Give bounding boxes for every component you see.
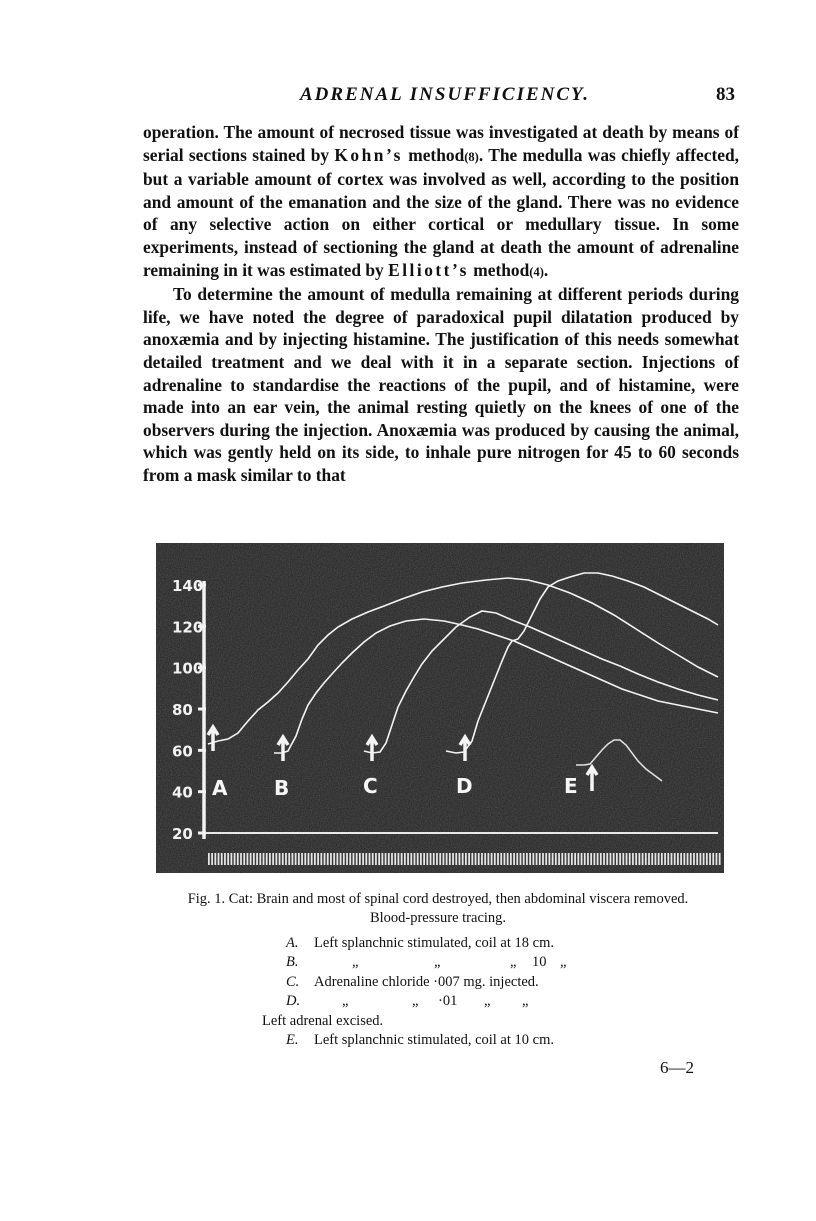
- time-tick: [555, 853, 557, 865]
- time-tick: [558, 853, 560, 865]
- axis-tick-label: 140: [172, 577, 204, 595]
- ditto-mark: „: [510, 954, 517, 971]
- time-tick: [256, 853, 258, 865]
- time-tick: [433, 853, 435, 865]
- time-tick: [439, 853, 441, 865]
- time-tick: [359, 853, 361, 865]
- author-elliott: Elliott’s: [388, 259, 469, 280]
- time-tick: [459, 853, 461, 865]
- time-tick: [709, 853, 711, 865]
- time-tick: [292, 853, 294, 865]
- time-tick: [337, 853, 339, 865]
- time-tick: [288, 853, 290, 865]
- paragraph-2: To determine the amount of medulla remaining at different periods during life, we have noted the degree of paradoxical pupil dilatation produced by anoxæmia and by injecting histamine. The justification of this needs somewhat detailed treatment and we deal with it in a separate section. Injections of adrenaline to standardise the reactions of the pupil, and of histamine, were made into an ear vein, the animal resting quietly on the knees of one of the observers during the injection. Anoxæmia was produced by causing the animal, which was gently held on its side, to inhale pure nitrogen for 45 to 60 seconds from a mask similar to that: [143, 284, 739, 485]
- time-tick: [719, 853, 721, 865]
- p1-text-a: operation. The amount of necrosed tissue was investigated at death by means of serial sections stained by: [143, 122, 739, 165]
- time-tick: [250, 853, 252, 865]
- ditto-mark: „: [412, 993, 419, 1010]
- time-tick: [545, 853, 547, 865]
- p1-text-c: . The medulla was chiefly affected, but a variable amount of cortex was involved as well, according to the position and amount of the emanation and the size of the gland. There was no evidence of any selective action on either cortical or medullary tissue. In some experiments, instead of sectioning the gland at death the amount of adrenaline remaining in it was estimated by: [143, 144, 739, 280]
- time-tick: [507, 853, 509, 865]
- time-tick: [230, 853, 232, 865]
- time-tick: [516, 853, 518, 865]
- time-tick: [661, 853, 663, 865]
- time-tick: [552, 853, 554, 865]
- time-tick: [208, 853, 210, 865]
- time-tick: [455, 853, 457, 865]
- time-tick: [481, 853, 483, 865]
- axis-tick-label: 60: [172, 742, 193, 761]
- time-tick: [243, 853, 245, 865]
- time-tick: [655, 853, 657, 865]
- time-tick: [417, 853, 419, 865]
- time-tick: [696, 853, 698, 865]
- time-tick: [703, 853, 705, 865]
- time-tick: [414, 853, 416, 865]
- time-tick: [346, 853, 348, 865]
- axis-tick-label: 20: [172, 825, 193, 843]
- time-tick: [404, 853, 406, 865]
- author-kohn: Kohn’s: [334, 144, 403, 165]
- time-tick: [279, 853, 281, 865]
- time-tick: [308, 853, 310, 865]
- ditto-mark: „: [522, 993, 529, 1010]
- time-tick: [610, 853, 612, 865]
- time-tick: [221, 853, 223, 865]
- time-tick: [651, 853, 653, 865]
- legend-row-excised: [262, 1012, 702, 1031]
- legend-label-e: E.: [286, 1031, 299, 1048]
- time-tick: [462, 853, 464, 865]
- legend-text-excised: Left adrenal excised.: [262, 1012, 384, 1029]
- time-tick: [635, 853, 637, 865]
- time-tick: [468, 853, 470, 865]
- ditto-mark: „: [434, 954, 441, 971]
- reference-4: (4): [529, 264, 544, 279]
- axis-tick-label: 80: [172, 701, 193, 719]
- time-tick: [471, 853, 473, 865]
- time-tick: [616, 853, 618, 865]
- figure-legend: [262, 934, 702, 1050]
- time-tick: [577, 853, 579, 865]
- time-tick: [369, 853, 371, 865]
- time-tick: [426, 853, 428, 865]
- time-tick: [706, 853, 708, 865]
- time-tick: [327, 853, 329, 865]
- time-tick: [523, 853, 525, 865]
- time-tick: [333, 853, 335, 865]
- time-tick: [571, 853, 573, 865]
- legend-row-c: [262, 973, 702, 992]
- legend-value-d: ·01: [438, 993, 458, 1010]
- running-header-title: ADRENAL INSUFFICIENCY.: [300, 84, 591, 105]
- time-tick: [680, 853, 682, 865]
- caption-line-1: Fig. 1. Cat: Brain and most of spinal cord destroyed, then abdominal viscera removed.: [187, 891, 689, 907]
- time-tick: [542, 853, 544, 865]
- time-tick: [606, 853, 608, 865]
- time-tick: [642, 853, 644, 865]
- time-tick: [561, 853, 563, 865]
- time-tick: [487, 853, 489, 865]
- time-tick: [693, 853, 695, 865]
- time-tick: [446, 853, 448, 865]
- time-tick: [266, 853, 268, 865]
- time-tick: [349, 853, 351, 865]
- time-tick: [240, 853, 242, 865]
- axis-tick-label: 100: [172, 659, 204, 678]
- time-tick: [356, 853, 358, 865]
- time-tick: [475, 853, 477, 865]
- time-tick: [465, 853, 467, 865]
- time-tick: [407, 853, 409, 865]
- time-tick: [324, 853, 326, 865]
- time-tick: [597, 853, 599, 865]
- time-tick: [484, 853, 486, 865]
- time-tick: [436, 853, 438, 865]
- time-tick: [214, 853, 216, 865]
- time-tick: [282, 853, 284, 865]
- time-tick: [247, 853, 249, 865]
- time-tick: [430, 853, 432, 865]
- time-tick: [381, 853, 383, 865]
- marker-d: D: [456, 774, 473, 798]
- legend-text-c: Adrenaline chloride ·007 mg. injected.: [314, 973, 539, 990]
- time-tick: [420, 853, 422, 865]
- axis-tick-label: 120: [172, 618, 204, 637]
- time-tick: [237, 853, 239, 865]
- time-tick: [269, 853, 271, 865]
- time-tick: [224, 853, 226, 865]
- time-tick: [227, 853, 229, 865]
- time-tick: [626, 853, 628, 865]
- time-tick: [301, 853, 303, 865]
- time-tick: [401, 853, 403, 865]
- caption-line-2: Blood-pressure tracing.: [369, 910, 507, 926]
- time-tick: [343, 853, 345, 865]
- time-tick: [449, 853, 451, 865]
- time-tick: [285, 853, 287, 865]
- time-tick: [510, 853, 512, 865]
- time-tick: [304, 853, 306, 865]
- time-tick: [388, 853, 390, 865]
- time-tick: [391, 853, 393, 865]
- time-tick: [520, 853, 522, 865]
- time-tick: [674, 853, 676, 865]
- time-tick: [532, 853, 534, 865]
- time-tick: [648, 853, 650, 865]
- legend-text-a: Left splanchnic stimulated, coil at 18 cm.: [314, 935, 554, 951]
- time-tick: [259, 853, 261, 865]
- time-tick: [594, 853, 596, 865]
- reference-8: (8): [464, 149, 479, 164]
- legend-row-b: [262, 953, 702, 972]
- legend-label-b: B.: [286, 954, 299, 971]
- time-tick: [452, 853, 454, 865]
- time-tick: [529, 853, 531, 865]
- body-text: [143, 121, 739, 487]
- time-tick: [375, 853, 377, 865]
- time-tick: [700, 853, 702, 865]
- time-tick: [677, 853, 679, 865]
- time-tick: [716, 853, 718, 865]
- time-tick: [603, 853, 605, 865]
- time-tick: [565, 853, 567, 865]
- time-tick: [619, 853, 621, 865]
- ditto-mark: „: [560, 954, 567, 971]
- time-tick: [497, 853, 499, 865]
- time-tick: [423, 853, 425, 865]
- time-tick: [478, 853, 480, 865]
- axis-tick-label: 40: [172, 783, 193, 802]
- time-tick: [353, 853, 355, 865]
- time-tick: [645, 853, 647, 865]
- ditto-mark: „: [484, 993, 491, 1010]
- time-tick: [613, 853, 615, 865]
- time-tick: [526, 853, 528, 865]
- time-tick: [690, 853, 692, 865]
- marker-a: A: [212, 776, 228, 800]
- marker-e: E: [564, 774, 578, 798]
- legend-label-a: A.: [286, 935, 299, 951]
- figure-grain: [156, 543, 724, 873]
- time-tick: [581, 853, 583, 865]
- time-tick: [539, 853, 541, 865]
- time-tick: [330, 853, 332, 865]
- time-tick: [500, 853, 502, 865]
- time-tick: [275, 853, 277, 865]
- time-tick: [372, 853, 374, 865]
- time-tick: [263, 853, 265, 865]
- signature-mark: 6—2: [660, 1058, 694, 1077]
- time-tick: [295, 853, 297, 865]
- time-tick: [683, 853, 685, 865]
- time-tick: [394, 853, 396, 865]
- legend-row-e: [262, 1031, 702, 1050]
- marker-c: C: [363, 774, 378, 798]
- p1-text-e: .: [543, 259, 549, 280]
- time-tick: [253, 853, 255, 865]
- time-tick: [587, 853, 589, 865]
- time-tick: [504, 853, 506, 865]
- legend-label-c: C.: [286, 973, 300, 990]
- time-tick: [378, 853, 380, 865]
- time-tick: [712, 853, 714, 865]
- tracing-image: [156, 543, 724, 873]
- time-tick: [494, 853, 496, 865]
- p1-text-b: method: [402, 144, 465, 165]
- time-tick: [536, 853, 538, 865]
- time-tick: [211, 853, 213, 865]
- time-tick: [410, 853, 412, 865]
- legend-value-b: 10: [532, 954, 547, 971]
- time-tick: [340, 853, 342, 865]
- ditto-mark: „: [342, 993, 349, 1010]
- time-tick: [314, 853, 316, 865]
- time-tick: [638, 853, 640, 865]
- time-tick: [317, 853, 319, 865]
- time-tick: [365, 853, 367, 865]
- ditto-mark: „: [352, 954, 359, 971]
- time-tick: [549, 853, 551, 865]
- p1-text-d: method: [468, 259, 530, 280]
- time-tick: [629, 853, 631, 865]
- legend-text-e: Left splanchnic stimulated, coil at 10 cm.: [314, 1031, 554, 1048]
- time-tick: [584, 853, 586, 865]
- legend-label-d: D.: [286, 993, 301, 1010]
- time-tick: [632, 853, 634, 865]
- time-tick: [218, 853, 220, 865]
- time-tick: [298, 853, 300, 865]
- time-tick: [687, 853, 689, 865]
- marker-b: B: [274, 776, 290, 800]
- time-tick: [671, 853, 673, 865]
- time-tick: [234, 853, 236, 865]
- time-tick: [600, 853, 602, 865]
- legend-row-d: [262, 992, 702, 1011]
- time-tick: [622, 853, 624, 865]
- figure-caption: [148, 890, 728, 928]
- time-tick: [513, 853, 515, 865]
- time-tick: [362, 853, 364, 865]
- blood-pressure-tracing-figure: [156, 543, 724, 873]
- time-tick: [385, 853, 387, 865]
- paragraph-1: [143, 121, 739, 283]
- time-tick: [667, 853, 669, 865]
- page-number: 83: [716, 84, 735, 105]
- time-tick: [491, 853, 493, 865]
- time-tick: [398, 853, 400, 865]
- legend-row-a: [262, 934, 702, 953]
- time-tick: [320, 853, 322, 865]
- time-tick: [272, 853, 274, 865]
- time-tick: [311, 853, 313, 865]
- time-tick: [590, 853, 592, 865]
- time-tick: [574, 853, 576, 865]
- time-tick: [568, 853, 570, 865]
- time-tick: [658, 853, 660, 865]
- time-tick: [443, 853, 445, 865]
- time-tick: [664, 853, 666, 865]
